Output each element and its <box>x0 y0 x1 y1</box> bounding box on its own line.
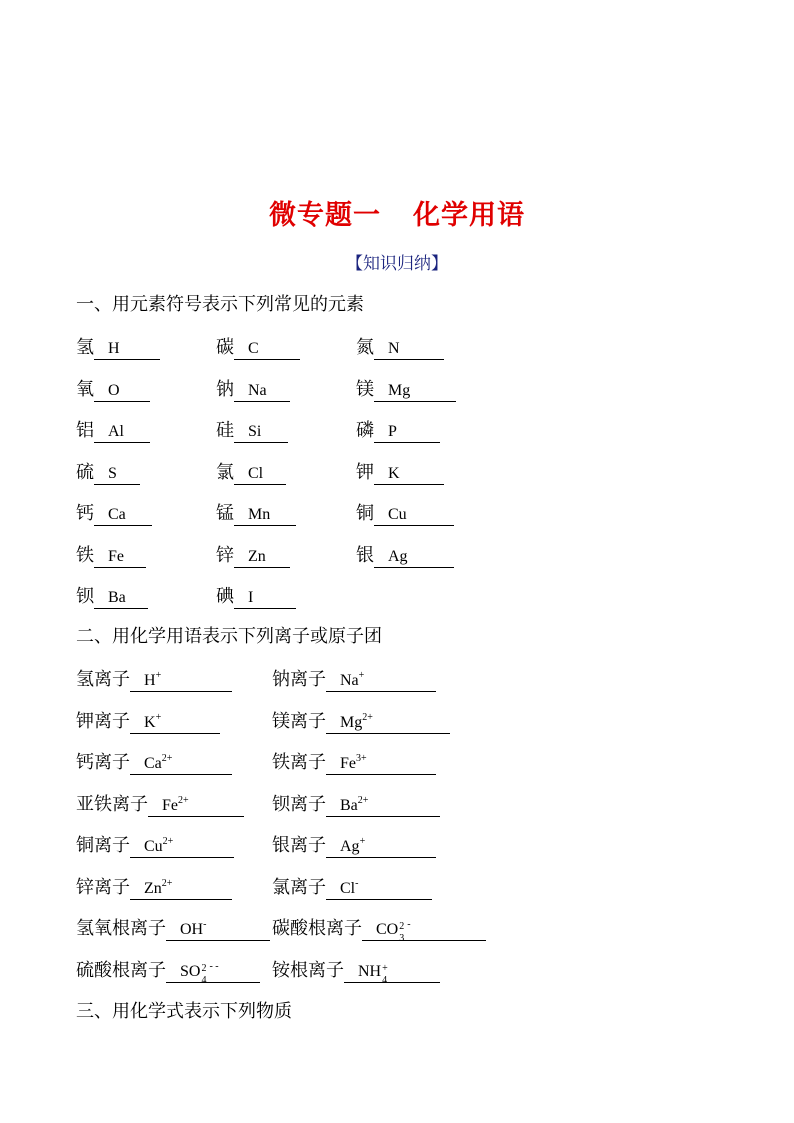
title-left: 微专题一 <box>269 200 381 231</box>
element-row <box>76 418 776 444</box>
ion-base: Ba <box>340 796 358 814</box>
ion-formula-answer <box>130 754 232 775</box>
ion-name: 钠离子 <box>272 669 326 690</box>
element-symbol-answer: Ag <box>374 547 454 568</box>
ion-charge-sign: - <box>407 919 411 930</box>
ion-row <box>76 667 776 693</box>
element-item <box>356 460 444 486</box>
element-item <box>216 501 296 527</box>
ion-subscript: 4 <box>201 974 207 986</box>
ion-charge: 2+ <box>162 836 174 847</box>
element-item <box>216 460 286 486</box>
element-name: 磷 <box>356 420 374 441</box>
element-symbol-answer: N <box>374 339 444 360</box>
element-name: 氢 <box>76 337 94 358</box>
ion-charge: 3+ <box>356 753 367 764</box>
element-name: 钾 <box>356 461 374 483</box>
ion-formula-answer <box>130 671 232 692</box>
element-name: 氮 <box>356 337 374 358</box>
ion-name: 锌离子 <box>76 876 130 898</box>
ion-row <box>76 792 776 818</box>
element-item <box>216 335 300 361</box>
element-name: 银 <box>356 544 374 566</box>
ion-row <box>76 875 776 901</box>
ion-item <box>272 916 486 942</box>
section-heading-1: 一、用元素符号表示下列常见的元素 <box>76 294 364 315</box>
ion-row <box>76 833 776 859</box>
ion-base: CO <box>376 921 399 938</box>
ion-item <box>272 750 436 776</box>
element-symbol-answer: Mn <box>234 505 296 526</box>
element-item <box>356 335 444 361</box>
ion-name: 钡离子 <box>272 793 326 815</box>
element-item <box>76 543 146 569</box>
ion-charge: + <box>155 711 162 723</box>
ion-formula-answer <box>326 713 450 734</box>
ion-formula-answer <box>344 962 440 986</box>
ion-item <box>272 958 440 984</box>
ion-formula-answer <box>130 837 234 858</box>
ion-formula-answer <box>326 754 436 775</box>
element-item <box>76 377 150 403</box>
element-name: 镁 <box>356 378 374 400</box>
ion-item <box>272 709 450 735</box>
element-row <box>76 543 776 569</box>
ion-item <box>272 667 436 693</box>
element-symbol-answer: S <box>94 464 140 485</box>
element-name: 氧 <box>76 378 94 400</box>
element-symbol-answer: Zn <box>234 547 290 568</box>
element-name: 碘 <box>216 586 234 607</box>
element-name: 钙 <box>76 503 94 524</box>
element-item <box>76 335 160 361</box>
element-row <box>76 460 776 486</box>
element-item <box>76 418 150 444</box>
element-symbol-answer: Fe <box>94 547 146 568</box>
ion-item <box>76 875 232 901</box>
ion-name: 碳酸根离子 <box>272 918 362 939</box>
element-name: 锰 <box>216 503 234 524</box>
ion-item <box>76 958 260 984</box>
element-item <box>356 543 454 569</box>
element-row <box>76 335 776 361</box>
ion-name: 氯离子 <box>272 876 326 898</box>
ion-item <box>272 833 436 859</box>
ion-charge: 2+ <box>161 753 173 764</box>
ion-base: Na <box>340 672 359 689</box>
element-symbol-answer: P <box>374 422 440 443</box>
ion-name: 银离子 <box>272 835 326 856</box>
section-heading-3: 三、用化学式表示下列物质 <box>76 1001 292 1022</box>
element-symbol-answer: Cl <box>234 464 286 485</box>
ion-base: Mg <box>340 713 363 731</box>
ion-item <box>272 875 432 901</box>
ion-charge: 2+ <box>161 877 173 889</box>
ion-charge: + <box>359 836 366 847</box>
ion-base: Ca <box>144 755 162 772</box>
ion-item <box>76 833 234 859</box>
ion-name: 氢离子 <box>76 669 130 690</box>
ion-name: 钙离子 <box>76 752 130 773</box>
element-item <box>216 418 288 444</box>
element-name: 氯 <box>216 461 234 483</box>
ion-base: Cl <box>340 879 356 897</box>
ion-row <box>76 750 776 776</box>
section-heading-2: 二、用化学用语表示下列离子或原子团 <box>76 626 382 647</box>
ion-formula-answer <box>148 796 244 817</box>
ion-subscript: 3 <box>399 933 405 944</box>
element-symbol-answer: I <box>234 588 296 609</box>
ion-base: OH <box>180 921 204 938</box>
element-symbol-answer: Ca <box>94 505 152 526</box>
element-symbol-answer: Si <box>234 422 288 443</box>
element-symbol-answer: Mg <box>374 381 456 402</box>
element-symbol-answer: Na <box>234 381 290 402</box>
ion-base: SO <box>180 962 201 980</box>
ion-charge: 2 <box>201 962 207 974</box>
ion-base: Fe <box>162 796 178 814</box>
ion-formula-answer <box>362 919 486 944</box>
ion-name: 镁离子 <box>272 710 326 732</box>
ion-row <box>76 916 776 942</box>
ion-item <box>76 667 232 693</box>
ion-formula-answer <box>326 671 436 692</box>
ion-item <box>76 916 270 942</box>
ion-charge: - <box>203 919 207 930</box>
element-item <box>216 377 290 403</box>
page-title <box>0 193 794 232</box>
element-item <box>76 584 148 610</box>
ion-row <box>76 958 776 984</box>
ion-item <box>272 792 440 818</box>
ion-name: 亚铁离子 <box>76 793 148 815</box>
element-item <box>216 584 296 610</box>
ion-charge: 2+ <box>178 794 189 806</box>
element-symbol-answer: K <box>374 464 444 485</box>
ion-name: 硫酸根离子 <box>76 959 166 981</box>
element-symbol-answer: O <box>94 381 150 402</box>
ion-formula-answer <box>166 960 260 986</box>
ion-item <box>76 709 220 735</box>
ion-base: Zn <box>144 879 162 897</box>
subtitle: 【知识归纳】 <box>346 254 448 274</box>
ion-formula-answer <box>130 879 232 900</box>
ion-subscript: 4 <box>382 974 388 986</box>
ion-name: 铵根离子 <box>272 959 344 981</box>
ion-name: 铜离子 <box>76 835 130 856</box>
element-symbol-answer: H <box>94 339 160 360</box>
ion-base: Fe <box>340 755 356 772</box>
element-item <box>356 501 454 527</box>
ion-item <box>76 792 244 818</box>
element-name: 硅 <box>216 420 234 441</box>
element-item <box>76 460 140 486</box>
ion-charge: + <box>382 962 388 974</box>
ion-sub-charge <box>200 962 209 986</box>
ion-row <box>76 709 776 735</box>
ion-sub-charge <box>381 962 390 986</box>
element-item <box>356 418 440 444</box>
element-symbol-answer: C <box>234 339 300 360</box>
ion-name: 铁离子 <box>272 752 326 773</box>
element-row <box>76 584 776 610</box>
ion-formula-answer <box>326 796 440 817</box>
element-name: 钡 <box>76 586 94 607</box>
element-symbol-answer: Al <box>94 422 150 443</box>
ion-item <box>76 750 232 776</box>
element-name: 铜 <box>356 503 374 524</box>
ion-sub-charge <box>398 921 407 944</box>
ion-name: 氢氧根离子 <box>76 918 166 939</box>
element-item <box>76 501 152 527</box>
ion-base: H <box>144 672 156 689</box>
element-item <box>216 543 290 569</box>
element-symbol-answer: Ba <box>94 588 148 609</box>
ion-charge: + <box>358 670 365 681</box>
ion-base: NH <box>358 962 382 980</box>
ion-charge: - <box>355 877 359 889</box>
ion-base: Ag <box>340 838 360 855</box>
element-row <box>76 501 776 527</box>
ion-charge-sign: - - <box>209 960 219 972</box>
element-row <box>76 377 776 403</box>
element-name: 钠 <box>216 378 234 400</box>
element-name: 硫 <box>76 461 94 483</box>
ion-charge: 2 <box>399 921 405 932</box>
element-name: 锌 <box>216 544 234 566</box>
title-right: 化学用语 <box>413 200 525 231</box>
element-name: 碳 <box>216 337 234 358</box>
element-name: 铁 <box>76 544 94 566</box>
element-symbol-answer: Cu <box>374 505 454 526</box>
ion-formula-answer <box>326 879 432 900</box>
ion-name: 钾离子 <box>76 710 130 732</box>
element-name: 铝 <box>76 420 94 441</box>
ion-formula-answer <box>326 837 436 858</box>
element-item <box>356 377 456 403</box>
ion-charge: 2+ <box>362 711 373 723</box>
ion-charge: + <box>155 670 162 681</box>
ion-charge: 2+ <box>357 794 369 806</box>
ion-formula-answer <box>166 920 270 941</box>
ion-formula-answer <box>130 713 220 734</box>
ion-base: Cu <box>144 838 163 855</box>
ion-base: K <box>144 713 156 731</box>
